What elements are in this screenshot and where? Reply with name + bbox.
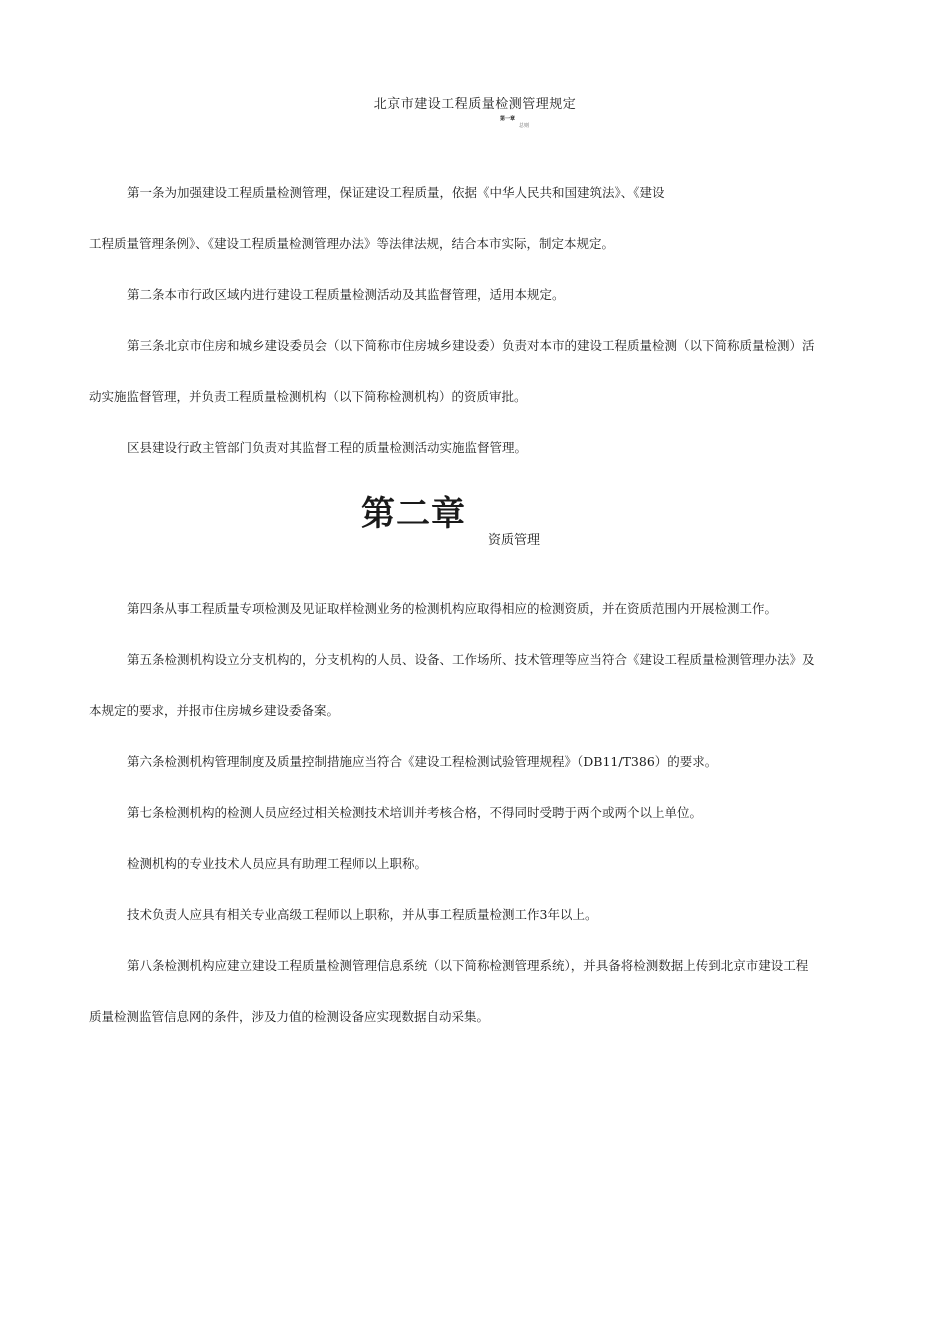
article-1-line-1: 第一条为加强建设工程质量检测管理，保证建设工程质量，依据《中华人民共和国建筑法》、《建设 — [127, 185, 665, 200]
chapter-2-heading: 第二章 — [361, 494, 466, 534]
article-7: 第七条检测机构的检测人员应经过相关检测技术培训并考核合格，不得同时受聘于两个或两个以上单位。 — [127, 805, 703, 820]
article-8-line-1: 第八条检测机构应建立建设工程质量检测管理信息系统（以下简称检测管理系统），并具备将检测数据上传到北京市建设工程 — [127, 958, 809, 973]
article-5-line-2: 本规定的要求，并报市住房城乡建设委备案。 — [89, 703, 340, 718]
article-3-line-2: 动实施监督管理，并负责工程质量检测机构（以下简称检测机构）的资质审批。 — [89, 389, 527, 404]
chapter-1-subtitle: 总则 — [519, 123, 530, 129]
article-6: 第六条检测机构管理制度及质量控制措施应当符合《建设工程检测试验管理规程》（DB11/T386）的要求。 — [127, 754, 718, 769]
article-7-paragraph-3: 技术负责人应具有相关专业高级工程师以上职称，并从事工程质量检测工作3年以上。 — [127, 907, 598, 922]
article-1-line-2: 工程质量管理条例》、《建设工程质量检测管理办法》等法律法规，结合本市实际，制定本规定。 — [89, 236, 615, 251]
article-5-line-1: 第五条检测机构设立分支机构的，分支机构的人员、设备、工作场所、技术管理等应当符合《建设工程质量检测管理办法》及 — [127, 652, 815, 667]
article-2: 第二条本市行政区域内进行建设工程质量检测活动及其监督管理，适用本规定。 — [127, 287, 565, 302]
chapter-1-heading: 第一章 — [500, 116, 516, 122]
article-4: 第四条从事工程质量专项检测及见证取样检测业务的检测机构应取得相应的检测资质，并在资质范围内开展检测工作。 — [127, 601, 778, 616]
article-8-line-2: 质量检测监管信息网的条件，涉及力值的检测设备应实现数据自动采集。 — [89, 1009, 490, 1024]
article-3-paragraph-2: 区县建设行政主管部门负责对其监督工程的质量检测活动实施监督管理。 — [127, 440, 528, 455]
document-title: 北京市建设工程质量检测管理规定 — [373, 97, 577, 112]
chapter-2-subtitle: 资质管理 — [488, 533, 541, 548]
article-7-paragraph-2: 检测机构的专业技术人员应具有助理工程师以上职称。 — [127, 856, 428, 871]
article-3-line-1: 第三条北京市住房和城乡建设委员会（以下简称市住房城乡建设委）负责对本市的建设工程质量检测（以下简称质量检测）活 — [127, 338, 815, 353]
